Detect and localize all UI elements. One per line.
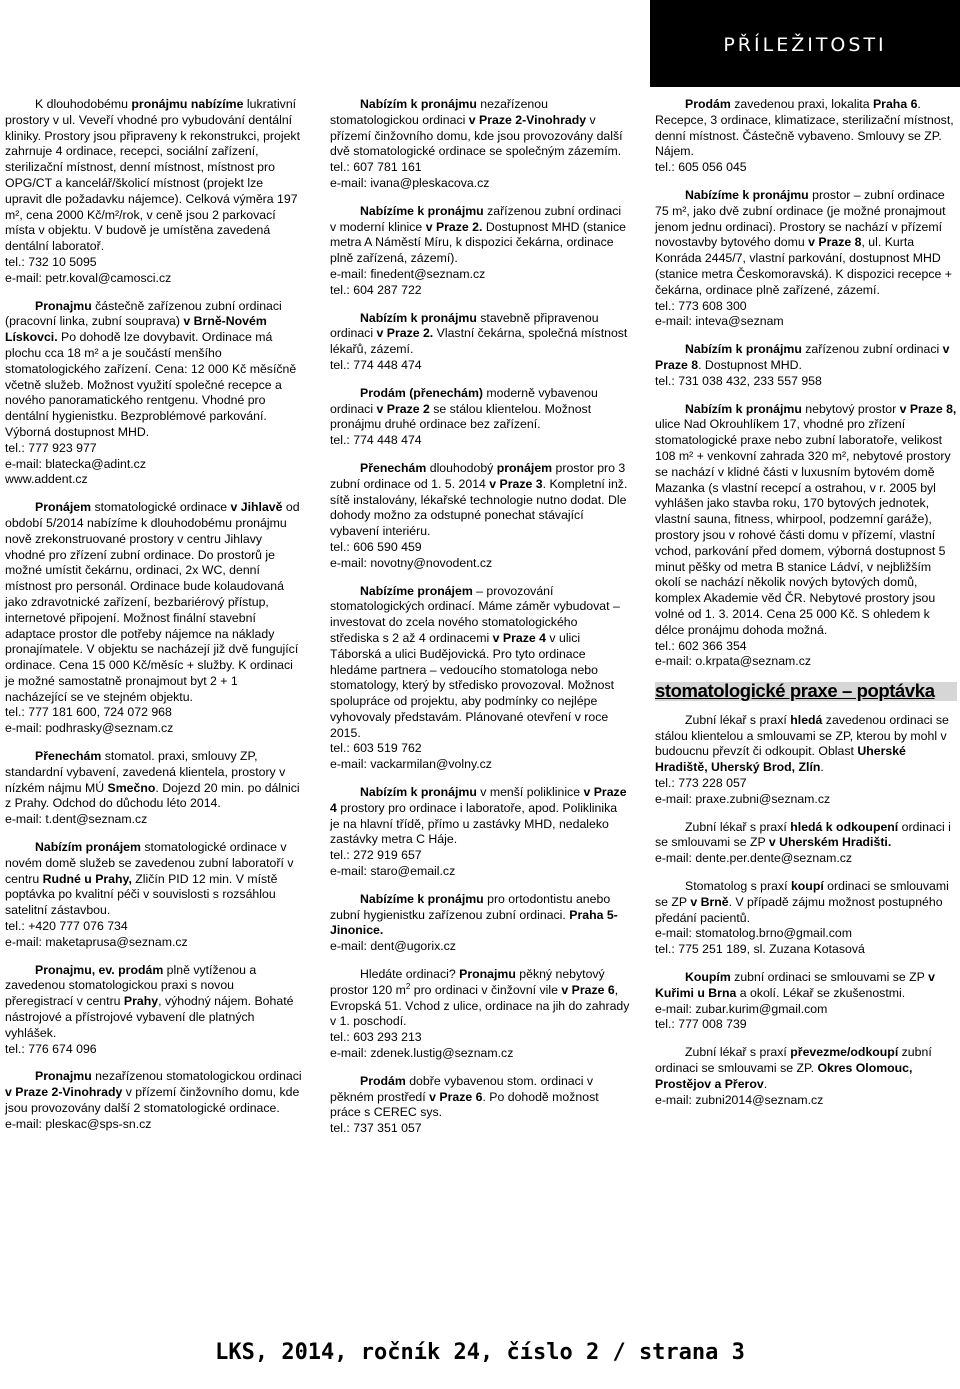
- page-footer: LKS, 2014, ročník 24, číslo 2 / strana 3: [215, 1340, 745, 1365]
- ad-b6: Nabízíme pronájem – provozování stomatologických ordinací. Máme záměr vybudovat – investovat do zcela nového stomatologického střediska s 2 až 4 ordinacemi v Praze 4 v ulici Táborská a ulici Budějovická. Pro tyto ordinace hledáme partnera – vedoucího stomatologa nebo stomatology, který by středisko provozoval. Možnost spolupráce od projektu, aby podmínky co nejlépe vyhovovaly představám. Plánované otevření v roce 2015. tel.: 603 519 762 e-mail: vackarmilan@volny.cz: [330, 583, 620, 772]
- header-bar: [650, 0, 960, 87]
- ad-b8: Nabízíme k pronájmu pro ortodontistu anebo zubní hygienistku zařízenou zubní ordinaci. Praha 5-Jinonice. e-mail: dent@ugorix.cz: [330, 891, 618, 954]
- ad-d4: Koupím zubní ordinaci se smlouvami se ZP v Kuřimi u Brna a okolí. Lékař se zkušenostmi. e-mail: zubar.kurim@gmail.com tel.: 777 008 739: [655, 970, 935, 1032]
- ad-d3: Stomatolog s praxí koupí ordinaci se smlouvami se ZP v Brně. V případě zájmu možnost postupného předání pacientů. e-mail: stomatolog.brno@gmail.com tel.: 775 251 189, sl. Zuzana Kotasová: [655, 879, 949, 957]
- ad-praha-centrum: Pronajmu, ev. prodám plně vytíženou a zavedenou stomatologickou praxi s novou přeregistrací v centru Prahy, výhodný nájem. Bohaté nástrojové a přístrojové vybavení dle platných vyhlášek. tel.: 776 674 096: [5, 962, 294, 1056]
- column-3: [655, 97, 957, 1120]
- ad-smecno: Přenechám stomatol. praxi, smlouvy ZP, standardní vybavení, zavedená klientela, prostory v nízkém nájmu MÚ Smečno. Dojezd 20 min. po dálnici z Prahy. Odchod do důchodu léto 2014. e-mail: t.dent@seznam.cz: [5, 749, 300, 827]
- ad-c3: Nabízím k pronájmu zařízenou zubní ordinaci v Praze 8. Dostupnost MHD. tel.: 731 038 432, 233 557 958: [655, 342, 950, 388]
- ad-d1: Zubní lékař s praxí hledá zavedenou ordinaci se stálou klientelou a smlouvami se ZP, kterou by mohl v budoucnu převzít či odkoupit. Oblast Uherské Hradiště, Uherský Brod, Zlín. tel.: 773 228 057 e-mail: praxe.zubni@seznam.cz: [655, 712, 949, 806]
- ad-veveri: K dlouhodobému pronájmu nabízíme lukrativní prostory v ul. Veveří vhodné pro vybudování dentální kliniky. Prostory jsou připraveny k rekonstrukci, projekt zahrnuje 4 ordinace, recepci, sociální zařízení, sterilizační místnost, denní místnost, místnost pro OPG/CT a kancelář/školicí místnost (projekt lze upravit dle požadavku nájemce). Celková výměra 197 m², cena 2000 Kč/m²/rok, v ceně jsou 2 parkovací místa v objektu. V budově je umístěna zavedená dentální laboratoř. tel.: 732 10 5095 e-mail: petr.koval@camosci.cz: [5, 97, 300, 285]
- ad-d2: Zubní lékař s praxí hledá k odkoupení ordinaci i se smlouvami se ZP v Uherském Hradišti. e-mail: dente.per.dente@seznam.cz: [655, 819, 951, 866]
- ad-rudna: Nabízím pronájem stomatologické ordinace v novém domě služeb se zavedenou zubní laboratoří v centru Rudné u Prahy, Zličín PID 12 min. V místě poptávka po kvalitní péči v souvislosti s rozsáhlou satelitní zástavbou. tel.: +420 777 076 734 e-mail: maketaprusa@seznam.cz: [5, 840, 294, 949]
- ad-b5: Přenechám dlouhodobý pronájem prostor pro 3 zubní ordinace od 1. 5. 2014 v Praze 3. Kompletní inž. sítě instalovány, lékařské technologie nutno dodat. Dle dohody možno za odstupné ponechat stávající vybavení interiéru. tel.: 606 590 459 e-mail: novotny@novodent.cz: [330, 460, 628, 570]
- ad-jihlava: Pronájem stomatologické ordinace v Jihlavě od období 5/2014 nabízíme k dlouhodobému pronájmu nově zrekonstruované prostory v centru Jihlavy vhodné pro zřízení zubní ordinace. Do prostorů je možné umístit čekárnu, ordinaci, 2x WC, denní místnost pro personál. Ordinace bude kolaudovaná jako zdravotnické zařízení, bezbariérový přístup, internetové připojení. Možnost finální stavební adaptace prostor dle potřeby nájemce na náklady pronajímatele. V objektu se nacházejí již dvě fungující ordinace. Cena 15 000 Kč/měsíc + služby. K ordinaci je možné samostatně pronajmout byt 2 + 1 nacházející se ve stejném objektu. tel.: 777 181 600, 724 072 968 e-mail: podhrasky@seznam.cz: [5, 500, 300, 736]
- ad-c2: Nabízíme k pronájmu prostor – zubní ordinace 75 m², jako dvě zubní ordinace (je možné pronajmout jenom jednu ordinaci). Prostory se nachází v přízemí novostavby bytového domu v Praze 8, ul. Kurta Konráda 2445/7, vlastní parkování, dostupnost MHD (stanice metra Českomoravská). K dispozici recepce + čekárna, ordinace plně zařízené, zázemí. tel.: 773 608 300 e-mail: inteva@seznam: [655, 187, 952, 329]
- section-heading-poptavka: stomatologické praxe – poptávka: [655, 682, 957, 701]
- column-2: [330, 97, 630, 1149]
- ad-praha2-vinohrady: Pronajmu nezařízenou stomatologickou ordinaci v Praze 2-Vinohrady v přízemí činžovního domu, kde jsou provozovány další 2 stomatologické ordinace. e-mail: pleskac@sps-sn.cz: [5, 1069, 302, 1131]
- page-title: PŘÍLEŽITOSTI: [723, 34, 887, 56]
- ad-b2: Nabízíme k pronájmu zařízenou zubní ordinaci v moderní klinice v Praze 2. Dostupnost MHD (stanice metra A Náměstí Míru, k dispozici čekárna, ordinace plně zařízená, zázemí). e-mail: finedent@seznam.cz tel.: 604 287 722: [330, 203, 626, 297]
- ad-b4: Prodám (přenechám) moderně vybavenou ordinaci v Praze 2 se stálou klientelou. Možnost pronájmu druhé ordinace bez zařízení. tel.: 774 448 474: [330, 385, 598, 448]
- ad-c1: Prodám zavedenou praxi, lokalita Praha 6. Recepce, 3 ordinace, klimatizace, sterilizační místnost, denní místnost. Částečně vybaveno. Smlouvy se ZP. Nájem. tel.: 605 056 045: [655, 97, 954, 175]
- column-1: [5, 97, 303, 1145]
- ad-brno-liskovec: Pronajmu částečně zařízenou zubní ordinaci (pracovní linka, zubní souprava) v Brně-Novém Lískovci. Po dohodě lze dovybavit. Ordinace má plochu cca 18 m² a je součástí menšího stomatologického zařízení. Cena: 12 000 Kč měsíčně včetně služeb. Možnost využití společné recepce a nového panoramatického rentgenu. Vhodné pro dentální hygienistku. Bezproblémové parkování. Výborná dostupnost MHD. tel.: 777 923 977 e-mail: blatecka@adint.cz www.addent.cz: [5, 298, 297, 487]
- ad-b3: Nabízím k pronájmu stavebně připravenou ordinaci v Praze 2. Vlastní čekárna, společná místnost lékařů, zázemí. tel.: 774 448 474: [330, 310, 628, 372]
- ad-c4: Nabízím k pronájmu nebytový prostor v Praze 8, ulice Nad Okrouhlíkem 17, vhodné pro zřízení stomatologické praxe nebo zubní laboratoře, velikost 108 m² + venkovní zahrada 320 m², nebytové prostory se nachází v klidné části v luxusním bytovém domě Mazanka (s vlastní recepcí a ostrahou, v r. 2005 byl vyhlášen jako stavba roku, 170 bytových jednotek, vlastní sauna, fitness, whirpool, podzemní garáže), prostory jsou v rohové části domu v přízemí, vlastní vchod, parkování před domem, výborná dostupnost 5 minut pěšky od metra B stanice Ládví, v nejbližším okolí se nachází několik nových bytových domů, komplex Akademie věd ČR. Nebytové prostory jsou volné od 1. 3. 2014. Cena 25 000 Kč. S ohledem k délce pronájmu dohoda možná. tel.: 602 366 354 e-mail: o.krpata@seznam.cz: [655, 401, 957, 669]
- ad-b9: Hledáte ordinaci? Pronajmu pěkný nebytový prostor 120 $m^2$ pro ordinaci v činžovní vile v Praze 6, Evropská 51. Vchod z ulice, ordinace na jih do zahrady v 1. poschodí. tel.: 603 293 213 e-mail: zdenek.lustig@seznam.cz: [330, 967, 630, 1061]
- ad-b7: Nabízím k pronájmu v menší poliklinice v Praze 4 prostory pro ordinace i laboratoře, apod. Poliklinika je na hlavní třídě, přímo u zastávky MHD, nedaleko zastávky metra C Háje. tel.: 272 919 657 e-mail: staro@email.cz: [330, 785, 627, 879]
- ad-b10: Prodám dobře vybavenou stom. ordinaci v pěkném prostředí v Praze 6. Po dohodě možnost práce s CEREC sys. tel.: 737 351 057: [330, 1073, 599, 1136]
- ad-d5: Zubní lékař s praxí převezme/odkoupí zubní ordinaci se smlouvami se ZP. Okres Olomouc, Prostějov a Přerov. e-mail: zubni2014@seznam.cz: [655, 1045, 932, 1107]
- ad-b1: Nabízím k pronájmu nezařízenou stomatologickou ordinaci v Praze 2-Vinohrady v přízemí činžovního domu, kde jsou provozovány další dvě stomatologické ordinace se společným zázemím. tel.: 607 781 161 e-mail: ivana@pleskacova.cz: [330, 97, 623, 190]
